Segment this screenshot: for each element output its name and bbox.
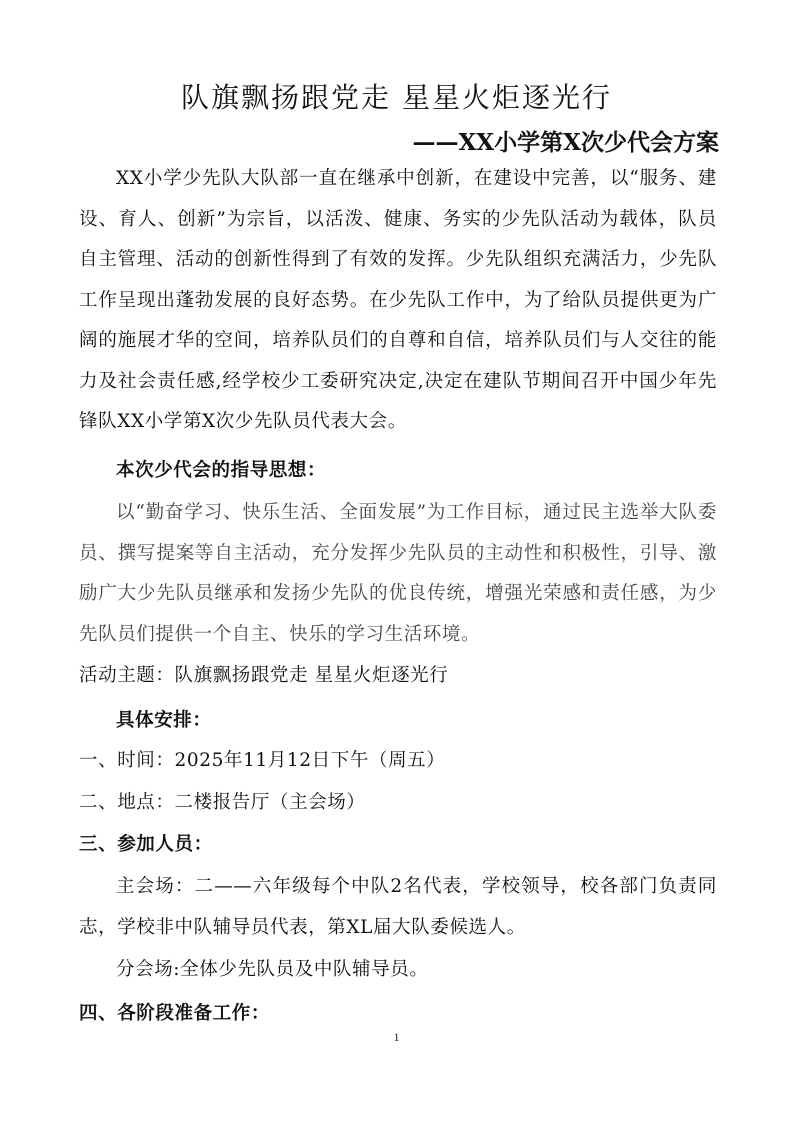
page-number: 1	[393, 1030, 400, 1044]
document-subtitle: ——XX小学第X次少代会方案	[412, 129, 719, 156]
sub-venue-line: 分会场:全体少先队员及中队辅导员。	[116, 959, 429, 980]
arrangement-heading: 具体安排：	[116, 710, 212, 731]
place-line: 二、地点：二楼报告厅（主会场）	[79, 792, 366, 813]
main-venue-paragraph: 主会场：二——六年级每个中队2名代表，学校领导，校各部门负责同志，学校非中队辅导员代表，第XL届大队委候选人。	[79, 876, 717, 938]
time-line: 一、时间：2025年11月12日下午（周五）	[79, 750, 446, 771]
activity-theme-line: 活动主题：队旗飘扬跟党走 星星火炬逐光行	[79, 665, 449, 686]
participants-heading: 三、参加人员：	[79, 834, 213, 855]
intro-paragraph: XX小学少先队大队部一直在继承中创新，在建设中完善，以“服务、建设、育人、创新”为宗旨，以活泼、健康、务实的少先队活动为载体，队员自主管理、活动的创新性得到了有效的发挥。少先队组织充满活力，少先队工作呈现出蓬勃发展的良好态势。在少先队工作中，为了给队员提供更为广阔的施展才华的空间，培养队员们的自尊和自信，培养队员们与人交往的能力及社会责任感,经学校少工委研究决定,决定在建队节期间召开中国少年先锋队XX小学第X次少先队员代表大会。	[79, 168, 717, 432]
document-title: 队旗飘扬跟党走 星星火炬逐光行	[181, 81, 612, 114]
guiding-thought-heading: 本次少代会的指导思想：	[116, 460, 327, 481]
guiding-thought-paragraph: 以“勤奋学习、快乐生活、全面发展”为工作目标，通过民主选举大队委员、撰写提案等自主活动，充分发挥少先队员的主动性和积极性，引导、激励广大少先队员继承和发扬少先队的优良传统，增强光荣感和责任感，为少先队员们提供一个自主、快乐的学习生活环境。	[79, 502, 717, 645]
preparation-stages-heading: 四、各阶段准备工作：	[79, 1003, 271, 1024]
